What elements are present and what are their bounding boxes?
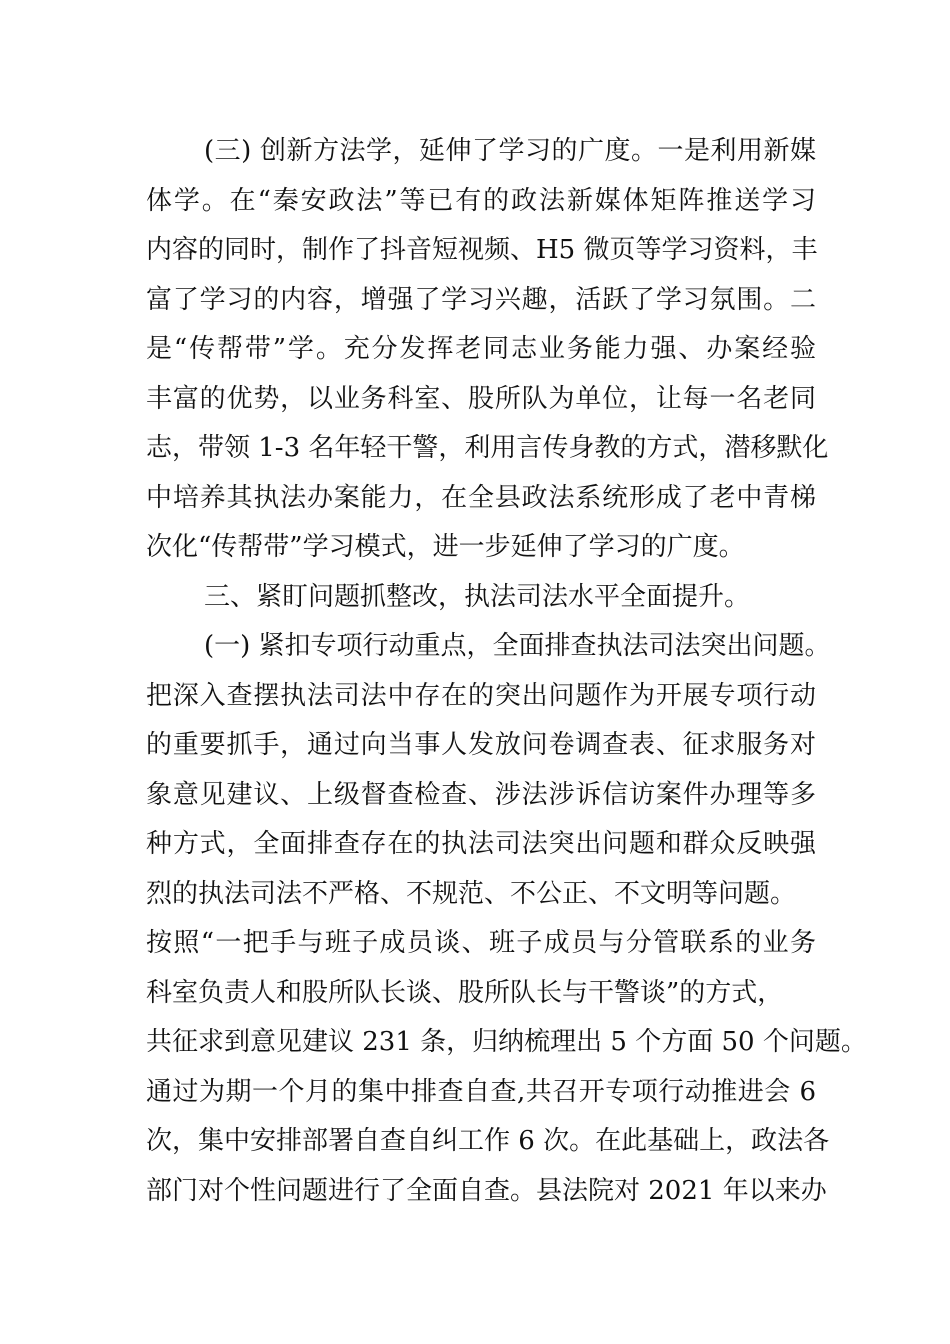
paragraph-line: 种方式，全面排查存在的执法司法突出问题和群众反映强	[146, 829, 816, 859]
document-body	[146, 127, 867, 1216]
paragraph-line: (三) 创新方法学，延伸了学习的广度。一是利用新媒	[204, 136, 816, 166]
paragraph-line: 象意见建议、上级督查检查、涉法涉诉信访案件办理等多	[146, 779, 816, 810]
section-heading: 三、紧盯问题抓整改，执法司法水平全面提升。	[204, 581, 751, 612]
paragraph-line: 中培养其执法办案能力，在全县政法系统形成了老中青梯	[146, 482, 816, 513]
paragraph-line: 的重要抓手，通过向当事人发放问卷调查表、征求服务对	[146, 730, 816, 760]
paragraph-line: 部门对个性问题进行了全面自查。县法院对 2021 年以来办	[146, 1175, 827, 1206]
paragraph-line: 富了学习的内容，增强了学习兴趣，活跃了学习氛围。二	[146, 284, 816, 315]
paragraph-line: 次化“传帮带”学习模式，进一步延伸了学习的广度。	[146, 532, 745, 562]
paragraph-line: 内容的同时，制作了抖音短视频、H5 微页等学习资料，丰	[146, 235, 818, 265]
subsection-heading: (一) 紧扣专项行动重点，全面排查执法司法突出问题。	[204, 631, 831, 661]
paragraph-line: 志，带领 1-3 名年轻干警，利用言传身教的方式，潜移默化	[146, 433, 829, 463]
paragraph-line: 是“传帮带”学。充分发挥老同志业务能力强、办案经验	[146, 334, 816, 364]
paragraph-line: 共征求到意见建议 231 条，归纳梳理出 5 个方面 50 个问题。	[146, 1027, 867, 1057]
paragraph-line: 次，集中安排部署自查自纠工作 6 次。在此基础上，政法各	[146, 1126, 830, 1156]
paragraph-line: 丰富的优势，以业务科室、股所队为单位，让每一名老同	[146, 383, 816, 414]
paragraph-line: 按照“一把手与班子成员谈、班子成员与分管联系的业务	[146, 928, 816, 958]
paragraph-line: 通过为期一个月的集中排查自查,共召开专项行动推进会 6	[146, 1076, 816, 1107]
paragraph-line: 体学。在“秦安政法”等已有的政法新媒体矩阵推送学习	[146, 185, 816, 216]
paragraph-line: 烈的执法司法不严格、不规范、不公正、不文明等问题。	[146, 878, 797, 909]
paragraph-line: 把深入查摆执法司法中存在的突出问题作为开展专项行动	[146, 680, 816, 711]
paragraph-line: 科室负责人和股所队长谈、股所队长与干警谈”的方式，	[146, 977, 784, 1008]
